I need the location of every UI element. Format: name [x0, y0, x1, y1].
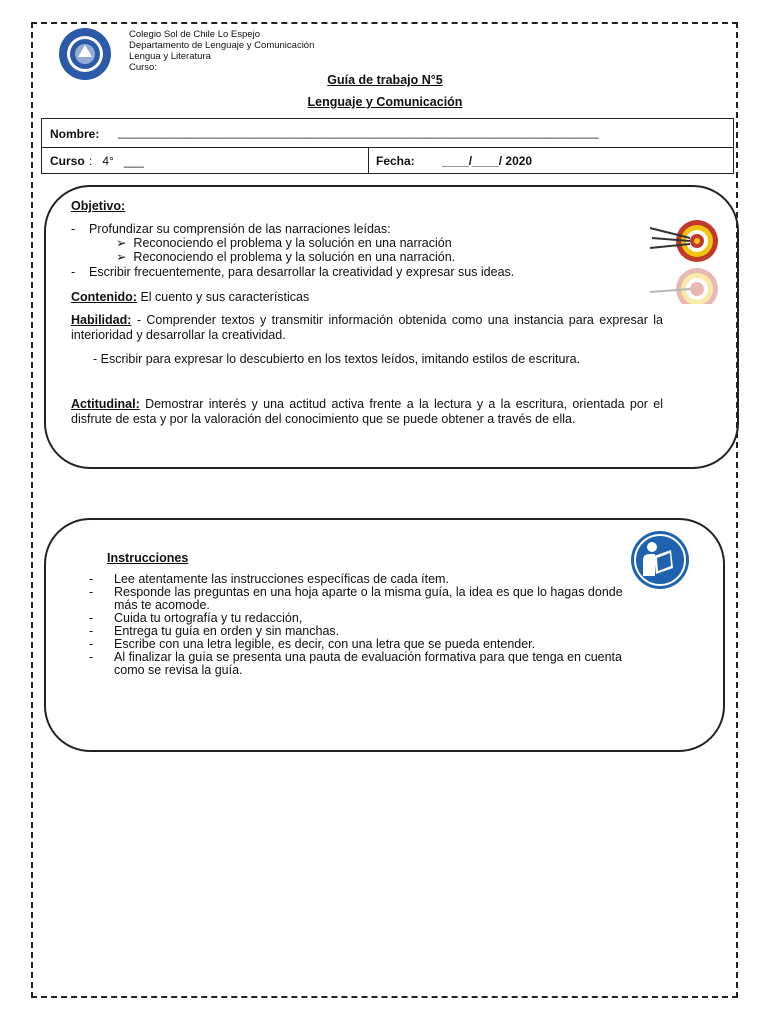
instruction-text: Escribe con una letra legible, es decir, con una letra que se pueda entender. — [114, 637, 536, 651]
instruction-text: Lee atentamente las instrucciones específicas de cada ítem. — [114, 572, 449, 586]
student-info-form — [41, 118, 734, 174]
course-label: Curso — [50, 154, 85, 168]
attitude-text: Demostrar interés y una actitud activa frente a la lectura y a la escritura, orientada por el disfrute de esta y por la valoración del conocimiento que se puede obtener a través de ella. — [71, 397, 663, 426]
list-item: - Responde las preguntas en una hoja aparte o la misma guía, la idea es que lo hagas donde más te acomode. — [89, 586, 649, 612]
skill-paragraph-2: - Escribir para expresar lo descubierto en los textos leídos, imitando estilos de escritura. — [93, 352, 581, 366]
skill-text: - Comprender textos y transmitir información obtenida como una instancia para expresar la interioridad y desarrollar la creatividad. — [71, 313, 663, 342]
date-label: Fecha: — [376, 154, 415, 168]
list-item: - Al finalizar la guía se presenta una pauta de evaluación formativa para que tenga en cuenta como se revisa la guía. — [89, 651, 649, 677]
target-reflection-icon — [646, 266, 720, 304]
content-label: Contenido: — [71, 290, 137, 304]
attitude-label: Actitudinal: — [71, 397, 140, 411]
attitude-paragraph — [71, 397, 663, 427]
objective-subitem: ➢ Reconociendo el problema y la solución en una narración. — [116, 250, 456, 264]
list-item: - Entrega tu guía en orden y sin manchas. — [89, 624, 340, 638]
course-field[interactable]: : 4° ___ — [89, 154, 144, 168]
instruction-text: Cuida tu ortografía y tu redacción, — [114, 611, 303, 625]
name-row — [42, 119, 733, 148]
department-name: Departamento de Lenguaje y Comunicación — [129, 40, 315, 51]
target-icon — [646, 218, 720, 264]
instruction-text: Al finalizar la guía se presenta una pauta de evaluación formativa para que tenga en cuenta como se revisa la guía. — [114, 650, 622, 677]
list-item: - Lee atentamente las instrucciones específicas de cada ítem. — [89, 572, 449, 586]
row-divider — [368, 147, 369, 174]
instructions-heading: Instrucciones — [107, 551, 189, 565]
content-line — [71, 290, 309, 305]
instruction-text: Responde las preguntas en una hoja aparte o la misma guía, la idea es que lo hagas donde más te acomode. — [114, 585, 623, 612]
instruction-text: Entrega tu guía en orden y sin manchas. — [114, 624, 340, 638]
page-subtitle: Lenguaje y Comunicación — [307, 95, 463, 109]
objective-item: - Escribir frecuentemente, para desarrollar la creatividad y expresar sus ideas. — [71, 265, 515, 279]
page-title: Guía de trabajo N°5 — [327, 73, 443, 87]
list-item: - Cuida tu ortografía y tu redacción, — [89, 611, 303, 625]
objective-subitem: ➢ Reconociendo el problema y la solución en una narración — [116, 236, 452, 250]
skill-label: Habilidad: — [71, 313, 132, 327]
date-field[interactable]: ____/____/ 2020 — [442, 154, 533, 168]
course-date-row — [42, 147, 733, 175]
skill-paragraph — [71, 313, 663, 343]
list-item: - Escribe con una letra legible, es decir, con una letra que se pueda entender. — [89, 637, 536, 651]
name-field[interactable]: ________________________________________________________________________ — [118, 125, 599, 139]
content-text: El cuento y sus características — [136, 290, 310, 304]
objective-heading: Objetivo: — [71, 199, 126, 213]
subject-name: Lengua y Literatura — [129, 51, 211, 62]
instructions-list — [89, 573, 649, 677]
name-label: Nombre: — [50, 127, 100, 141]
course-header: Curso: — [129, 62, 157, 73]
objective-item: - Profundizar su comprensión de las narraciones leídas: — [71, 222, 391, 236]
school-name: Colegio Sol de Chile Lo Espejo — [129, 29, 260, 40]
